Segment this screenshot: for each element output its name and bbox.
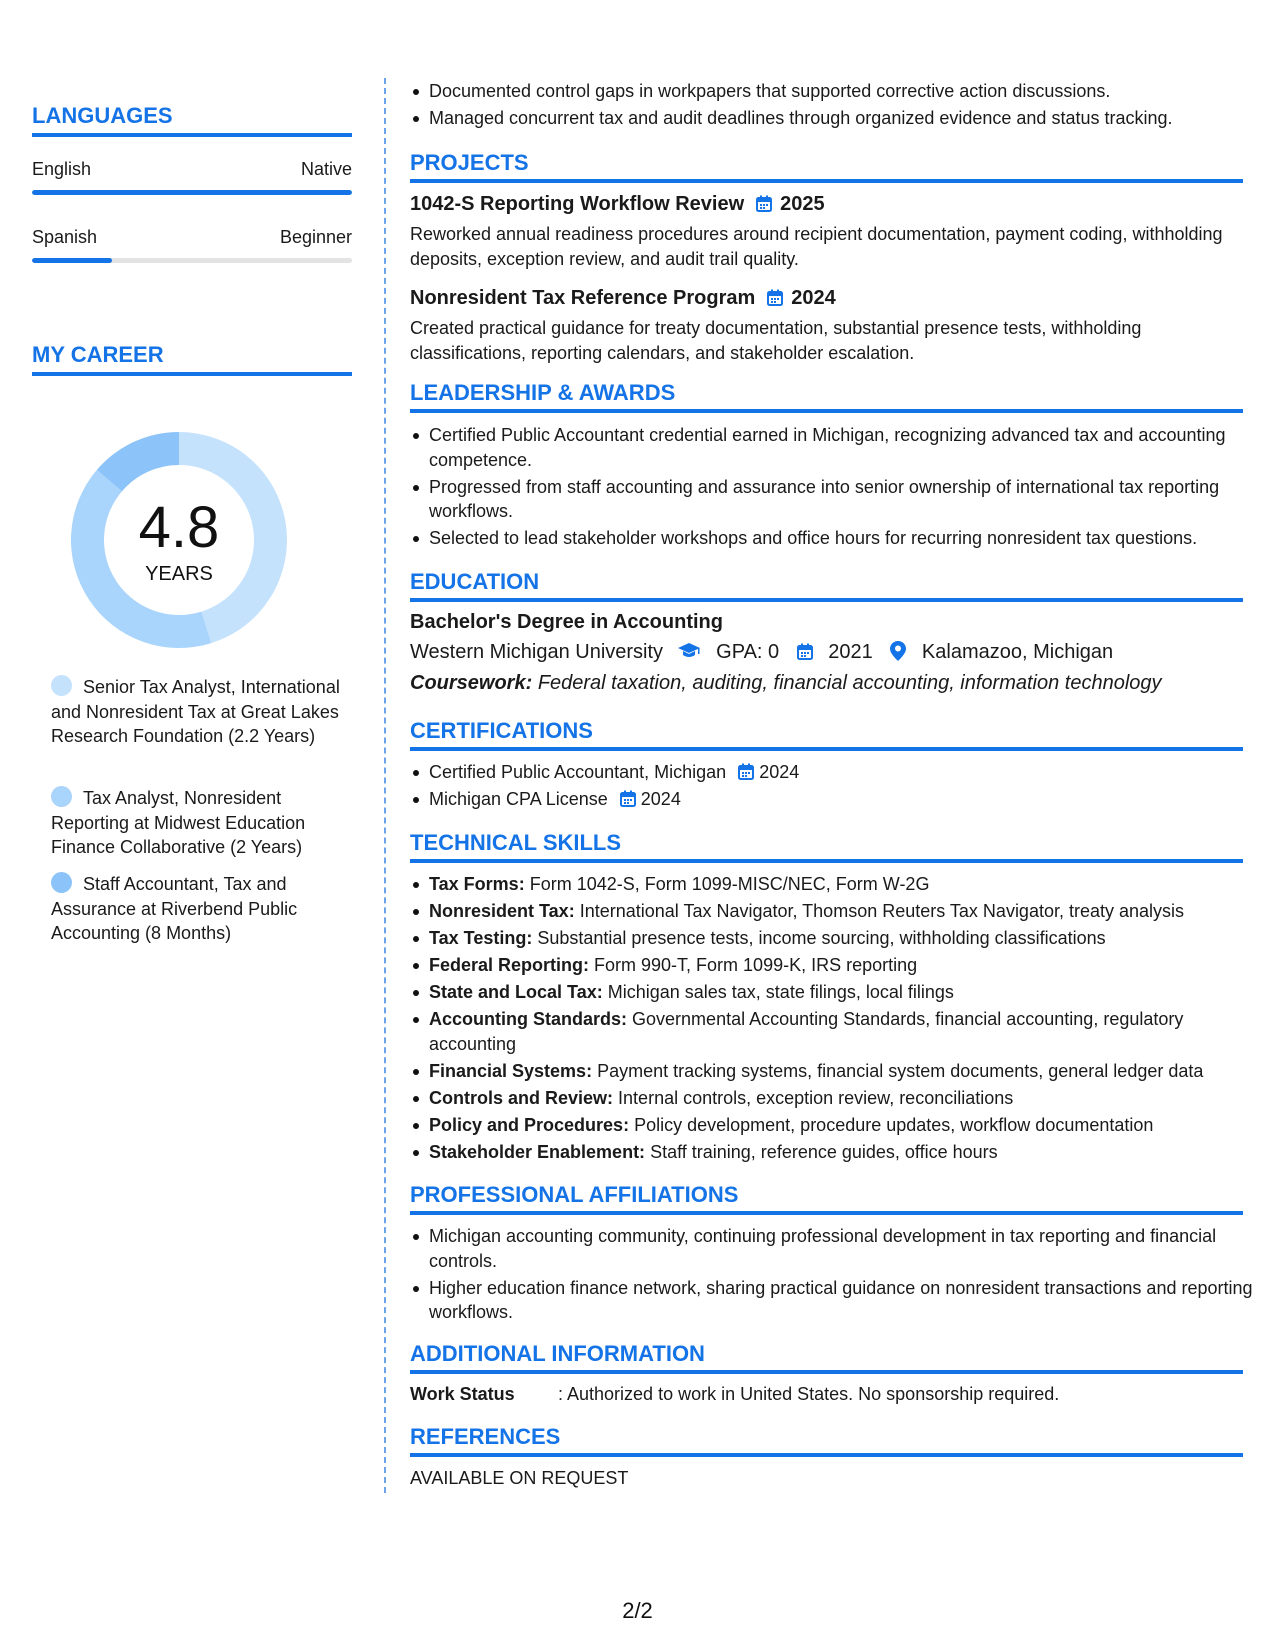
- skill-item: [429, 872, 1262, 897]
- list-item: Managed concurrent tax and audit deadlines through organized evidence and status tracking.: [429, 106, 1262, 131]
- certification-name: Certified Public Accountant, Michigan: [429, 762, 727, 782]
- list-item: [429, 787, 1262, 812]
- calendar-icon: [797, 643, 813, 660]
- language-bar-fill: [32, 190, 352, 195]
- calendar-icon: [767, 289, 783, 306]
- language-level: Native: [300, 159, 352, 179]
- education-coursework: [410, 670, 1243, 696]
- skill-item: [429, 1059, 1262, 1084]
- language-level: Beginner: [279, 227, 352, 247]
- work-status-row: [410, 1383, 1059, 1405]
- references-heading: REFERENCES: [410, 1424, 1243, 1457]
- skill-label: Tax Testing:: [429, 928, 533, 948]
- skill-item: [429, 1086, 1262, 1111]
- language-name: Spanish: [32, 227, 98, 247]
- skill-value: Policy development, procedure updates, workflow documentation: [634, 1114, 1154, 1135]
- skill-label: Accounting Standards:: [429, 1009, 628, 1029]
- education-year: 2021: [828, 641, 873, 663]
- education-gpa: GPA: 0: [716, 641, 780, 663]
- career-item-text: Staff Accountant, Tax and Assurance at Riverbend Public Accounting (8 Months): [51, 874, 298, 943]
- education-school: Western Michigan University: [410, 641, 664, 663]
- language-bar-spanish: [32, 258, 352, 263]
- project-title: [410, 285, 836, 311]
- skill-value: Substantial presence tests, income sourcing, withholding classifications: [537, 928, 1106, 948]
- skill-item: [429, 1140, 1262, 1165]
- calendar-icon: [756, 195, 772, 212]
- page-number: 2/2: [622, 1598, 653, 1623]
- skill-item: [429, 980, 1262, 1005]
- leadership-heading: LEADERSHIP & AWARDS: [410, 380, 1243, 413]
- project-year: 2025: [780, 193, 825, 215]
- list-item: [429, 760, 1262, 785]
- skill-item: [429, 899, 1262, 924]
- list-item: Higher education finance network, sharing practical guidance on nonresident transactions and reporting workflows.: [429, 1276, 1262, 1325]
- languages-heading: LANGUAGES: [32, 103, 352, 137]
- skill-value: International Tax Navigator, Thomson Reuters Tax Navigator, treaty analysis: [579, 901, 1185, 921]
- skill-item: [429, 1113, 1262, 1138]
- skill-item: [429, 953, 1262, 978]
- education-heading: EDUCATION: [410, 569, 1243, 602]
- coursework-label: Coursework:: [410, 672, 533, 694]
- language-bar-fill: [32, 258, 112, 263]
- career-legend-dot: [51, 786, 72, 807]
- calendar-icon: [738, 763, 754, 780]
- skill-value: Governmental Accounting Standards, financial accounting, regulatory accounting: [429, 1009, 1184, 1054]
- skill-label: Tax Forms:: [429, 874, 525, 894]
- certifications-heading: CERTIFICATIONS: [410, 718, 1243, 751]
- skill-value: Form 990-T, Form 1099-K, IRS reporting: [594, 955, 918, 975]
- skill-label: Controls and Review:: [429, 1087, 614, 1108]
- affiliations-list: [410, 1224, 1262, 1327]
- certification-year: 2024: [640, 789, 681, 809]
- projects-heading: PROJECTS: [410, 150, 1243, 183]
- list-item: Certified Public Accountant credential earned in Michigan, recognizing advanced tax and accounting competence.: [429, 423, 1262, 472]
- calendar-icon: [620, 790, 636, 807]
- skill-label: Nonresident Tax:: [429, 901, 575, 921]
- career-item: [51, 872, 341, 946]
- leadership-list: [410, 423, 1262, 553]
- career-item: [51, 675, 341, 749]
- career-item-text: Tax Analyst, Nonresident Reporting at Midwest Education Finance Collaborative (2 Years): [51, 788, 306, 857]
- skills-list: [410, 872, 1262, 1167]
- list-item: Selected to lead stakeholder workshops and office hours for recurring nonresident tax questions.: [429, 526, 1262, 551]
- education-degree: Bachelor's Degree in Accounting: [410, 611, 723, 633]
- career-legend-dot: [51, 675, 72, 696]
- skill-value: Michigan sales tax, state filings, local filings: [607, 982, 954, 1002]
- career-heading: MY CAREER: [32, 342, 352, 376]
- project-name: 1042-S Reporting Workflow Review: [410, 193, 745, 215]
- project-name: Nonresident Tax Reference Program: [410, 287, 756, 309]
- graduation-cap-icon: [677, 642, 701, 660]
- language-name: English: [32, 159, 92, 179]
- project-year: 2024: [791, 287, 836, 309]
- list-item: Documented control gaps in workpapers that supported corrective action discussions.: [429, 79, 1262, 104]
- career-total-unit: YEARS: [145, 563, 213, 585]
- skill-label: Stakeholder Enablement:: [429, 1141, 646, 1162]
- skill-value: Staff training, reference guides, office hours: [650, 1141, 998, 1162]
- list-item: Michigan accounting community, continuing professional development in tax reporting and financial controls.: [429, 1224, 1262, 1273]
- skills-heading: TECHNICAL SKILLS: [410, 830, 1243, 863]
- project-title: [410, 191, 825, 217]
- skill-value: Payment tracking systems, financial system documents, general ledger data: [597, 1060, 1204, 1081]
- project-description: Reworked annual readiness procedures around recipient documentation, payment coding, withholding deposits, exception review, and audit trail quality.: [410, 224, 1223, 269]
- skill-item: [429, 1007, 1262, 1056]
- career-item-text: Senior Tax Analyst, International and Nonresident Tax at Great Lakes Research Foundation (2.2 Years): [51, 677, 340, 746]
- skill-label: Federal Reporting:: [429, 955, 590, 975]
- work-status-label: Work Status: [410, 1384, 515, 1404]
- language-bar-english: [32, 190, 352, 195]
- location-pin-icon: [890, 641, 906, 661]
- skill-label: Policy and Procedures:: [429, 1114, 630, 1135]
- skill-label: State and Local Tax:: [429, 982, 603, 1002]
- certification-name: Michigan CPA License: [429, 789, 608, 809]
- career-total-years: 4.8: [138, 495, 220, 560]
- education-location: Kalamazoo, Michigan: [921, 641, 1114, 663]
- list-item: Progressed from staff accounting and assurance into senior ownership of international tax reporting workflows.: [429, 475, 1262, 524]
- column-divider: [384, 78, 386, 1493]
- skill-value: Internal controls, exception review, reconciliations: [618, 1087, 1014, 1108]
- career-donut-chart: [67, 428, 291, 652]
- work-status-value: : Authorized to work in United States. No sponsorship required.: [558, 1384, 1060, 1404]
- experience-bullets: [410, 79, 1262, 133]
- additional-info-heading: ADDITIONAL INFORMATION: [410, 1341, 1243, 1374]
- education-details: [410, 639, 1243, 665]
- project-description: Created practical guidance for treaty documentation, substantial presence tests, withholding classifications, reporting calendars, and stakeholder escalation.: [410, 318, 1142, 363]
- certifications-list: [410, 760, 1262, 814]
- skill-value: Form 1042-S, Form 1099-MISC/NEC, Form W-2G: [529, 874, 930, 894]
- skill-label: Financial Systems:: [429, 1060, 593, 1081]
- career-legend-dot: [51, 872, 72, 893]
- career-item: [51, 786, 341, 860]
- affiliations-heading: PROFESSIONAL AFFILIATIONS: [410, 1182, 1243, 1215]
- coursework-text: Federal taxation, auditing, financial accounting, information technology: [537, 672, 1162, 694]
- certification-year: 2024: [759, 762, 800, 782]
- references-text: AVAILABLE ON REQUEST: [410, 1468, 629, 1488]
- skill-item: [429, 926, 1262, 951]
